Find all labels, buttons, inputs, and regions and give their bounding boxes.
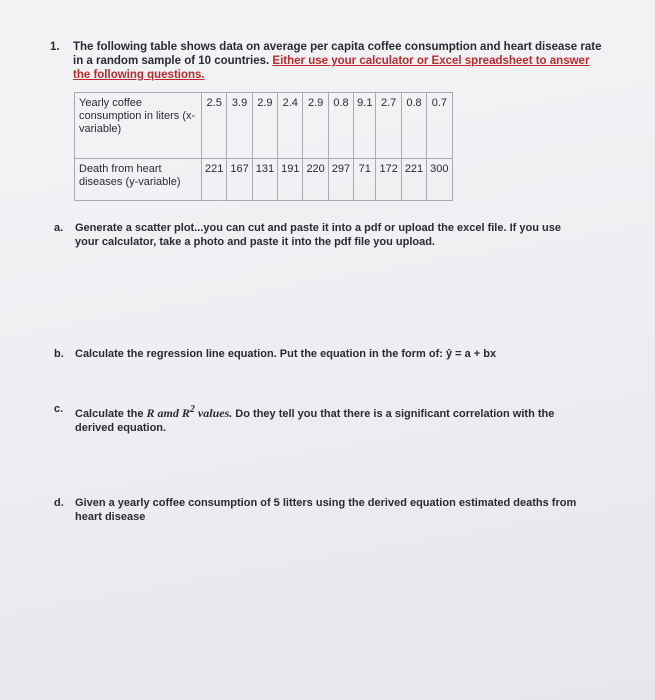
part-letter: c.	[54, 403, 64, 415]
question-text	[73, 40, 603, 82]
y-value: 167	[227, 159, 252, 201]
y-value: 71	[354, 159, 376, 201]
row-label-x: Yearly coffee consumption in liters (x-variable)	[75, 93, 202, 159]
y-value: 131	[252, 159, 277, 201]
x-value: 9.1	[354, 93, 376, 159]
table-row-y	[75, 159, 453, 201]
x-value: 2.9	[303, 93, 328, 159]
y-value: 300	[427, 159, 452, 201]
r2-superscript: 2	[189, 404, 195, 415]
part-c-pre: Calculate the	[75, 408, 147, 420]
values-word: values.	[194, 406, 233, 420]
table-row-x	[75, 93, 453, 159]
x-value: 0.8	[328, 93, 353, 159]
part-letter: b.	[54, 348, 64, 360]
part-c-post: Do they tell you that there is a significant correlation with the derived equation.	[75, 408, 555, 434]
data-table	[74, 92, 453, 201]
y-value: 191	[278, 159, 303, 201]
part-text: Given a yearly coffee consumption of 5 litters using the derived equation estimated deaths from heart disease	[75, 497, 577, 523]
x-value: 3.9	[227, 93, 252, 159]
y-value: 221	[202, 159, 227, 201]
y-value: 221	[401, 159, 426, 201]
part-letter: d.	[54, 497, 64, 509]
and-word: amd	[154, 406, 182, 420]
row-label-y: Death from heart diseases (y-variable)	[75, 159, 202, 201]
question-main-text: The following table shows data on average per capita coffee consumption and heart disease rate in a random sample of 10 countries.	[73, 41, 602, 67]
x-value: 2.4	[278, 93, 303, 159]
r2-letter: R	[181, 406, 190, 420]
question-number: 1.	[50, 41, 60, 53]
part-letter: a.	[54, 222, 64, 234]
question-instruction: Either use your calculator or Excel spreadsheet to answer the following questions.	[73, 55, 590, 81]
x-value: 2.5	[202, 93, 227, 159]
part-text	[75, 403, 580, 435]
y-value: 220	[303, 159, 328, 201]
x-value: 0.8	[401, 93, 426, 159]
part-text: Generate a scatter plot...you can cut and paste it into a pdf or upload the excel file. If you use your calculator, take a photo and paste it into the pdf file you upload.	[75, 222, 561, 248]
y-value: 297	[328, 159, 353, 201]
x-value: 2.9	[252, 93, 277, 159]
x-value: 0.7	[427, 93, 452, 159]
r2-symbol	[182, 406, 195, 420]
r-symbol: R	[146, 406, 155, 420]
x-value: 2.7	[376, 93, 401, 159]
part-text: Calculate the regression line equation. Put the equation in the form of: ŷ = a + bx	[75, 348, 497, 360]
y-value: 172	[376, 159, 401, 201]
